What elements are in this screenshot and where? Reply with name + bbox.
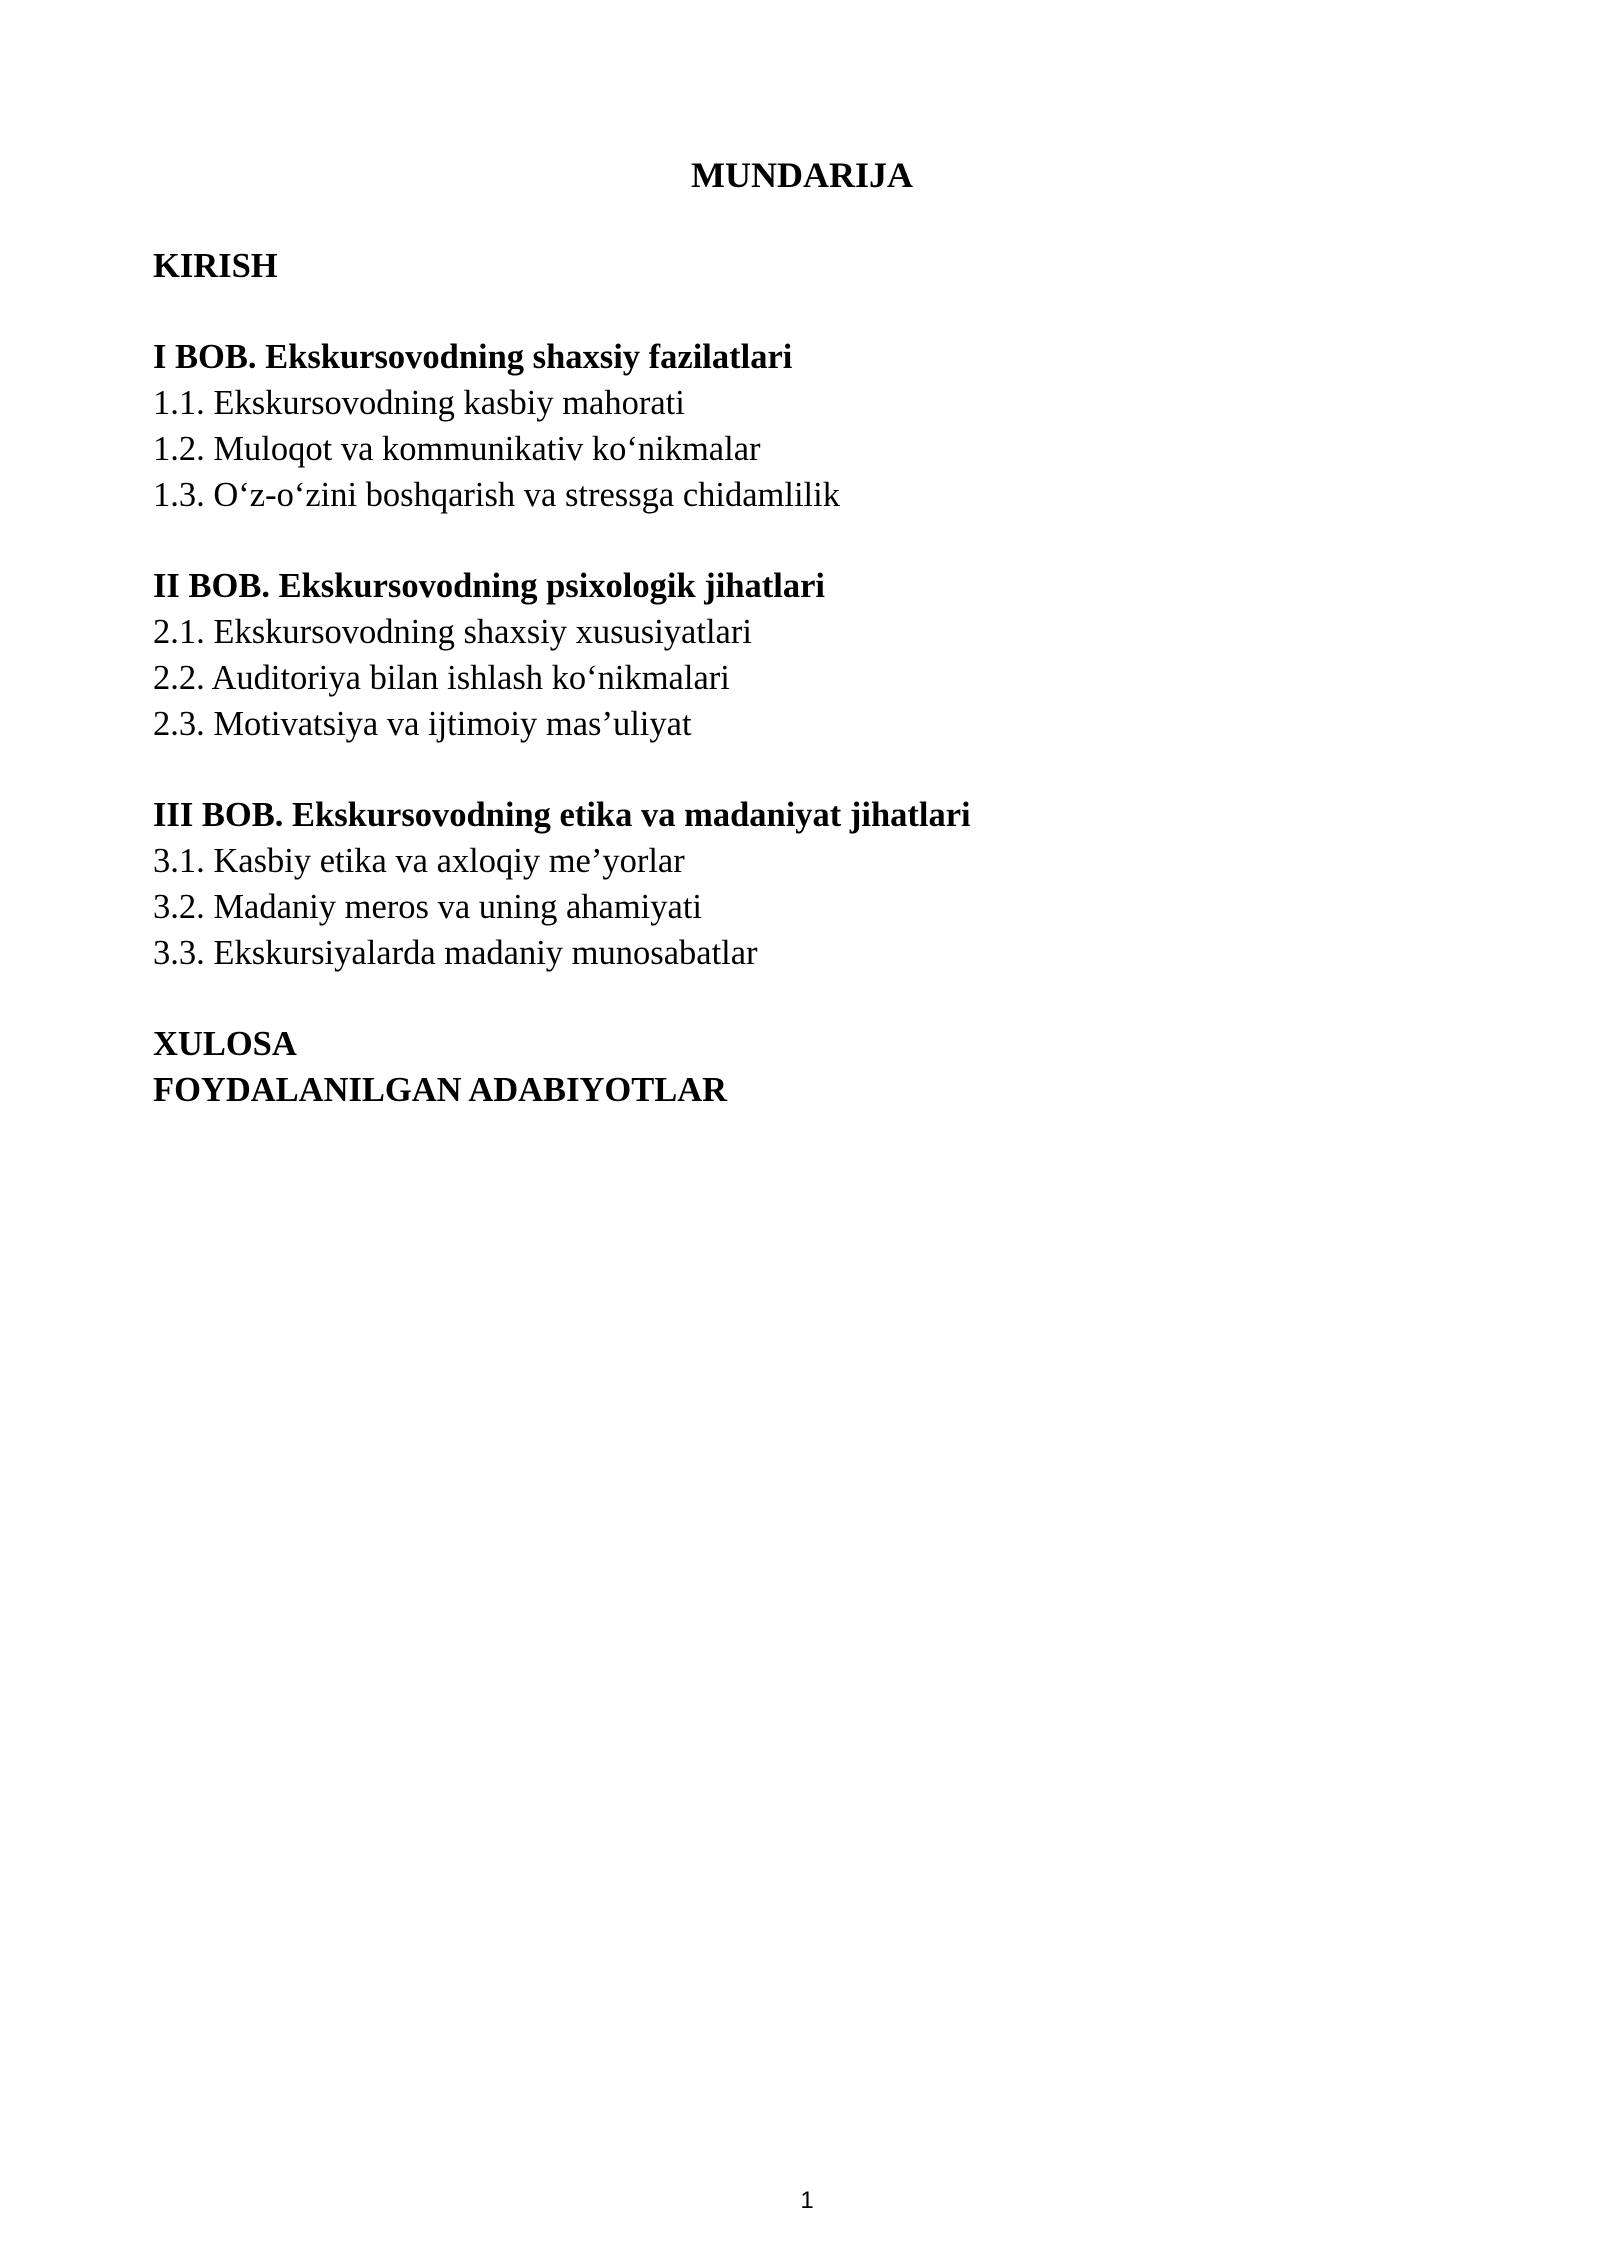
toc-conclusion: XULOSA bbox=[153, 1025, 297, 1063]
page-title: MUNDARIJA bbox=[691, 155, 913, 195]
chapter-2-heading: II BOB. Ekskursovodning psixologik jihatlari bbox=[153, 567, 826, 605]
toc-references: FOYDALANILGAN ADABIYOTLAR bbox=[153, 1071, 728, 1109]
chapter-1-section-3: 1.3. O‘z-o‘zini boshqarish va stressga chidamlilik bbox=[153, 476, 840, 514]
toc-spacer bbox=[153, 976, 1453, 1021]
toc-spacer bbox=[153, 289, 1453, 334]
chapter-1-heading: I BOB. Ekskursovodning shaxsiy fazilatlari bbox=[153, 338, 793, 376]
chapter-3-section-1: 3.1. Kasbiy etika va axloqiy me’yorlar bbox=[153, 842, 685, 880]
chapter-2-section-2: 2.2. Auditoriya bilan ishlash ko‘nikmalari bbox=[153, 659, 730, 697]
chapter-3-heading: III BOB. Ekskursovodning etika va madaniyat jihatlari bbox=[153, 796, 971, 834]
toc-spacer bbox=[153, 747, 1453, 792]
chapter-2-section-1: 2.1. Ekskursovodning shaxsiy xususiyatlari bbox=[153, 613, 752, 651]
chapter-1-section-2: 1.2. Muloqot va kommunikativ ko‘nikmalar bbox=[153, 430, 761, 468]
chapter-2-section-3: 2.3. Motivatsiya va ijtimoiy mas’uliyat bbox=[153, 705, 692, 743]
table-of-contents bbox=[153, 243, 1453, 1113]
chapter-1-section-1: 1.1. Ekskursovodning kasbiy mahorati bbox=[153, 384, 685, 422]
chapter-3-section-3: 3.3. Ekskursiyalarda madaniy munosabatlar bbox=[153, 934, 758, 972]
toc-spacer bbox=[153, 518, 1453, 563]
toc-intro: KIRISH bbox=[153, 247, 278, 285]
chapter-3-section-2: 3.2. Madaniy meros va uning ahamiyati bbox=[153, 888, 703, 926]
page-number: 1 bbox=[800, 2187, 814, 2214]
